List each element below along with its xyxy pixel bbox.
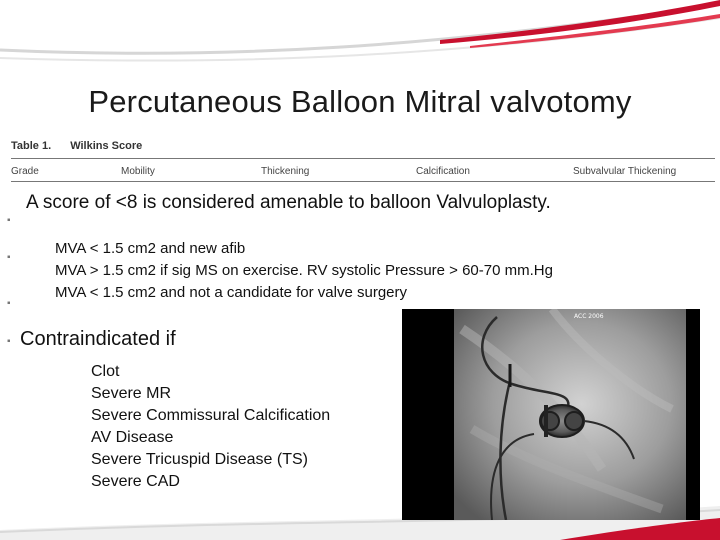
wilkins-table-header [11,166,715,178]
column-header-thickening: Thickening [261,166,310,177]
table-header-rule [11,181,715,182]
slide-title: Percutaneous Balloon Mitral valvotomy [88,84,632,119]
indication-item: MVA > 1.5 cm2 if sig MS on exercise. RV systolic Pressure > 60-70 mm.Hg [55,262,553,279]
column-header-mobility: Mobility [121,166,155,177]
table-caption-title: Wilkins Score [70,140,143,152]
table-row-fragment: ▪ [7,298,11,309]
contraindication-item: Clot [91,363,120,380]
contraindication-item: Severe Commissural Calcification [91,407,331,424]
table-caption-number: Table 1. [11,140,52,152]
contraindications-heading: Contraindicated if [20,328,176,350]
table-row-fragment: ▪ [7,215,11,226]
contraindication-item: Severe Tricuspid Disease (TS) [91,451,308,468]
contraindication-item: Severe CAD [91,473,180,490]
fluoroscopy-image [402,309,700,520]
header-swoosh-decoration [0,0,720,80]
column-header-grade: Grade [11,166,39,177]
indication-item: MVA < 1.5 cm2 and new afib [55,240,246,257]
image-overlay-label: ACC 2006 [574,313,604,320]
table-top-rule [11,158,715,159]
fluoroscopy-balloon-graphic [402,309,700,520]
score-statement: A score of <8 is considered amenable to balloon Valvuloplasty. [26,192,551,213]
indication-item: MVA < 1.5 cm2 and not a candidate for valve surgery [55,284,408,301]
indications-list [55,238,553,304]
column-header-calcification: Calcification [416,166,470,177]
table-row-fragment: ▪ [7,252,11,263]
table-row-fragment: ▪ [7,336,11,347]
contraindications-list [91,361,330,493]
wilkins-table-caption [11,140,158,152]
contraindication-item: AV Disease [91,429,174,446]
contraindication-item: Severe MR [91,385,172,402]
column-header-subvalvular-thickening: Subvalvular Thickening [573,166,677,177]
